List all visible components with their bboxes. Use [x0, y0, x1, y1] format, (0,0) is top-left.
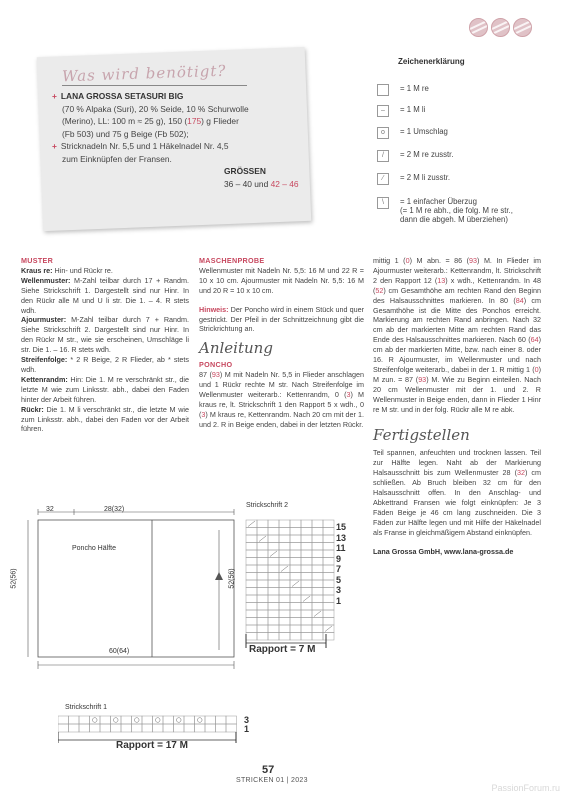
- chart2-title: Strickschrift 2: [246, 502, 289, 509]
- fertigstellen-heading: Fertigstellen: [373, 425, 470, 444]
- anleitung-heading: Anleitung: [199, 339, 273, 358]
- chart1-grid: [58, 712, 258, 762]
- yarn-name: LANA GROSSA SETASURI BIG: [60, 91, 184, 101]
- materials-title: Was wird benötigt?: [61, 61, 227, 86]
- yarn-balls: [469, 18, 532, 37]
- chart2-rapport: Rapport = 7 M: [249, 644, 316, 655]
- legend-item: = 1 M re: [377, 84, 429, 96]
- legend-item: o = 1 Umschlag: [377, 127, 448, 139]
- divider: [62, 85, 247, 86]
- magazine-issue: STRICKEN 01 | 2023: [236, 777, 308, 784]
- yarn-ball-icon: [513, 18, 532, 37]
- yarn-ball-icon: [491, 18, 510, 37]
- sizes: GRÖSSEN 36 – 40 und 42 – 46: [224, 166, 299, 189]
- legend-item: – = 1 M li: [377, 105, 425, 117]
- column-anleitung-cont: mittig 1 (0) M abn. = 86 (93) M. In Flieder im Ajourmuster weiterarb.: Kettenrandm, lt. Strickschrift 2 den Rapport 12 (13) x wdh., Kettenrandm. In 48 (52) cm Gesamthöhe am rechten Rand den Beginn des Halsausschnittes markieren. In 80 (84) cm Gesamthöhe ist die Mitte des Ponchos erreicht. Markierung am rechten Rand anbringen. Nach 32 cm ab der markierten Mitte am rechten Rand das Ende des Halsausschnittes markieren. Nach 60 (64) cm ab der markierten Mitte, bzw. nach einer 8. oder 16. R Ajourmuster, im Wellenmuster und nach Streifenfolge weiterarb., dabei in der 1. R mittig 1 (0) M zun. = 87 (93) M. Wie zu Beginn einteilen. Nach 20 cm Wellenmuster mit der 1. und 2. R Wellenmuster in Beige enden, dann in Flieder 1 Hinr re M str. und in der folg. Rückr alle M re abk. Fertigstellen Teil spannen, anfeuchten und trocknen lassen. Teil zur Hälfte legen. Naht ab der Markierung Halsausschnitt bis zum Wellenmuster 28 (32) cm schließen. Ab Bruch bleiben 32 cm für den Halsausschnitt offen. In den Anschlag- und Abkettrand Fransen wie folgt einknüpfen: Je 3 Fäden Beige je 46 cm lang zuschneiden. Die 3 Fäden zur Hälfte legen und mit Hilfe der Häkelnadel als Franse in gleichmäßigem Abstand einknüpfen. Lana Grossa GmbH, www.lana-grossa.de: [373, 256, 541, 556]
- chart1-title: Strickschrift 1: [65, 704, 108, 711]
- poncho-schematic: [14, 500, 244, 700]
- materials-content: [52, 63, 312, 165]
- legend-item: / = 2 M re zusstr.: [377, 150, 454, 162]
- chart2-row-numbers: 15 13 11 9 7 5 3 1: [336, 522, 347, 606]
- page-number: 57: [262, 764, 275, 776]
- chart1-row-numbers: 3 1: [244, 715, 250, 734]
- watermark: PassionForum.ru: [491, 783, 560, 793]
- legend-title: Zeichenerklärung: [398, 57, 465, 66]
- yarn-ball-icon: [469, 18, 488, 37]
- column-muster: MUSTER Kraus re: Hin- und Rückr re. Wellenmuster: M-Zahl teilbar durch 17 + Randm. Siehe Strickschrift 1. Dargestellt sind nur Hinr. In den Rückr alle M und U li str. Die 1. – 4. R stets wdh. Ajourmuster: M-Zahl teilbar durch 7 + Randm. Siehe Strickschrift 2. Dargestellt sind nur Hinr. In den Rückr M str., wie sie erscheinen, Umschläge li str. Die 1. – 16. R stets wdh. Streifenfolge: * 2 R Beige, 2 R Flieder, ab * stets wdh. Kettenrandm: Hin: Die 1. M re verschränkt str., die letzte M wie zum Linksstr. abh., dabei den Faden hinter der Arbeit führen. Rückr: Die 1. M li verschränkt str., die letzte M wie zum Linksstr. abh., dabei den Faden vor der Arbeit führen.: [21, 256, 189, 434]
- needles: Stricknadeln Nr. 5,5 und 1 Häkelnadel Nr. 4,5: [60, 141, 229, 151]
- legend-item: \ = 1 einfacher Überzug (= 1 M re abh., die folg. M re str., dann die abgeh. M überziehen): [377, 197, 513, 224]
- yarn-item: + LANA GROSSA SETASURI BIG (70 % Alpaka (Suri), 20 % Seide, 10 % Schurwolle (Merino), LL: 100 m ≈ 25 g), 150 (175) g Flieder (Fb 503) und 75 g Beige (Fb 502); + Stricknadeln Nr. 5,5 und 1 Häkelnadel Nr. 4,5 zum Einknüpfen der Fransen.: [52, 91, 249, 164]
- chart1-rapport: Rapport = 17 M: [116, 740, 188, 751]
- legend-item: ⁄ = 2 M li zusstr.: [377, 173, 450, 185]
- credit: Lana Grossa GmbH, www.lana-grossa.de: [373, 546, 514, 556]
- column-maschenprobe: MASCHENPROBE Wellenmuster mit Nadeln Nr. 5,5: 16 M und 22 R = 10 x 10 cm. Ajourmuster mit Nadeln Nr. 5,5: 16 M und 20 R = 10 x 10 cm. Hinweis: Der Poncho wird in einem Stück und quer gestrickt. Der Pfeil in der Schnittzeichnung gibt die Strickrichtung an. Anleitung PONCHO 87 (93) M mit Nadeln Nr. 5,5 in Flieder anschlagen und 1 Rückr rechte M str. Nach Streifenfolge im Wellenmuster weiterarb.: Kettenrandm, 0 (3) M kraus re, lt. Strickschrift 1 den Rapport 5 x wdh., 0 (3) M kraus re, Kettenrandm. Nach 20 cm mit der 1. und 2. R in Beige enden, dabei in der letzten Rückr.: [199, 256, 364, 429]
